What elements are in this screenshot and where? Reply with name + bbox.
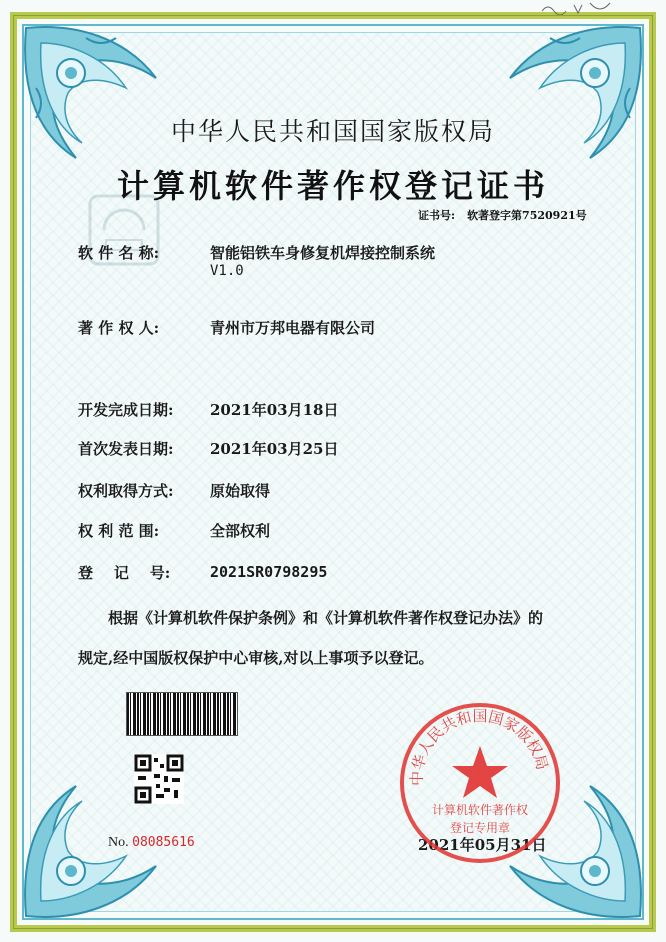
serial-number-value: 08085616 (132, 835, 195, 850)
copyright-owner-label: 著 作 权 人: (78, 319, 160, 337)
completion-date-label: 开发完成日期: (78, 401, 174, 419)
statement-line-2: 规定,经中国版权保护中心审核,对以上事项予以登记。 (78, 649, 434, 667)
qr-code (134, 754, 184, 804)
statement-line-1: 根据《计算机软件保护条例》和《计算机软件著作权登记办法》的 (108, 609, 544, 627)
serial-number-prefix: No. (108, 835, 129, 850)
publication-date-label: 首次发表日期: (78, 440, 174, 458)
completion-date-value: 2021年03月18日 (210, 401, 339, 419)
official-seal (395, 698, 565, 868)
seal-ring-text: 中华人民共和国国家版权局 (407, 707, 552, 787)
certificate-number-label: 证书号: (418, 209, 456, 222)
acquisition-method-label: 权利取得方式: (78, 482, 174, 500)
rights-scope-label: 权 利 范 围: (78, 522, 160, 540)
software-name-value: 智能铝铁车身修复机焊接控制系统 (210, 244, 436, 262)
seal-line-1: 计算机软件著作权 (431, 803, 529, 817)
copyright-owner-value: 青州市万邦电器有限公司 (210, 319, 376, 337)
issue-date: 2021年05月31日 (418, 836, 547, 854)
registration-number-value: 2021SR0798295 (210, 563, 328, 581)
serial-number (108, 835, 195, 851)
issuing-authority-title: 中华人民共和国国家版权局 (170, 117, 495, 146)
certificate-title: 计算机软件著作权登记证书 (116, 167, 549, 205)
barcode (126, 692, 238, 736)
certificate-number-value: 软著登字第7520921号 (467, 209, 587, 222)
rights-scope-value: 全部权利 (210, 522, 271, 540)
certificate-number (418, 207, 638, 223)
publication-date-value: 2021年03月25日 (210, 440, 339, 458)
software-version-value: V1.0 (210, 263, 244, 279)
acquisition-method-value: 原始取得 (210, 482, 271, 500)
seal-line-2: 登记专用章 (449, 821, 511, 835)
registration-number-label: 登 记 号: (78, 564, 171, 582)
software-name-label: 软 件 名 称: (78, 244, 160, 262)
handwritten-mark (540, 0, 620, 14)
